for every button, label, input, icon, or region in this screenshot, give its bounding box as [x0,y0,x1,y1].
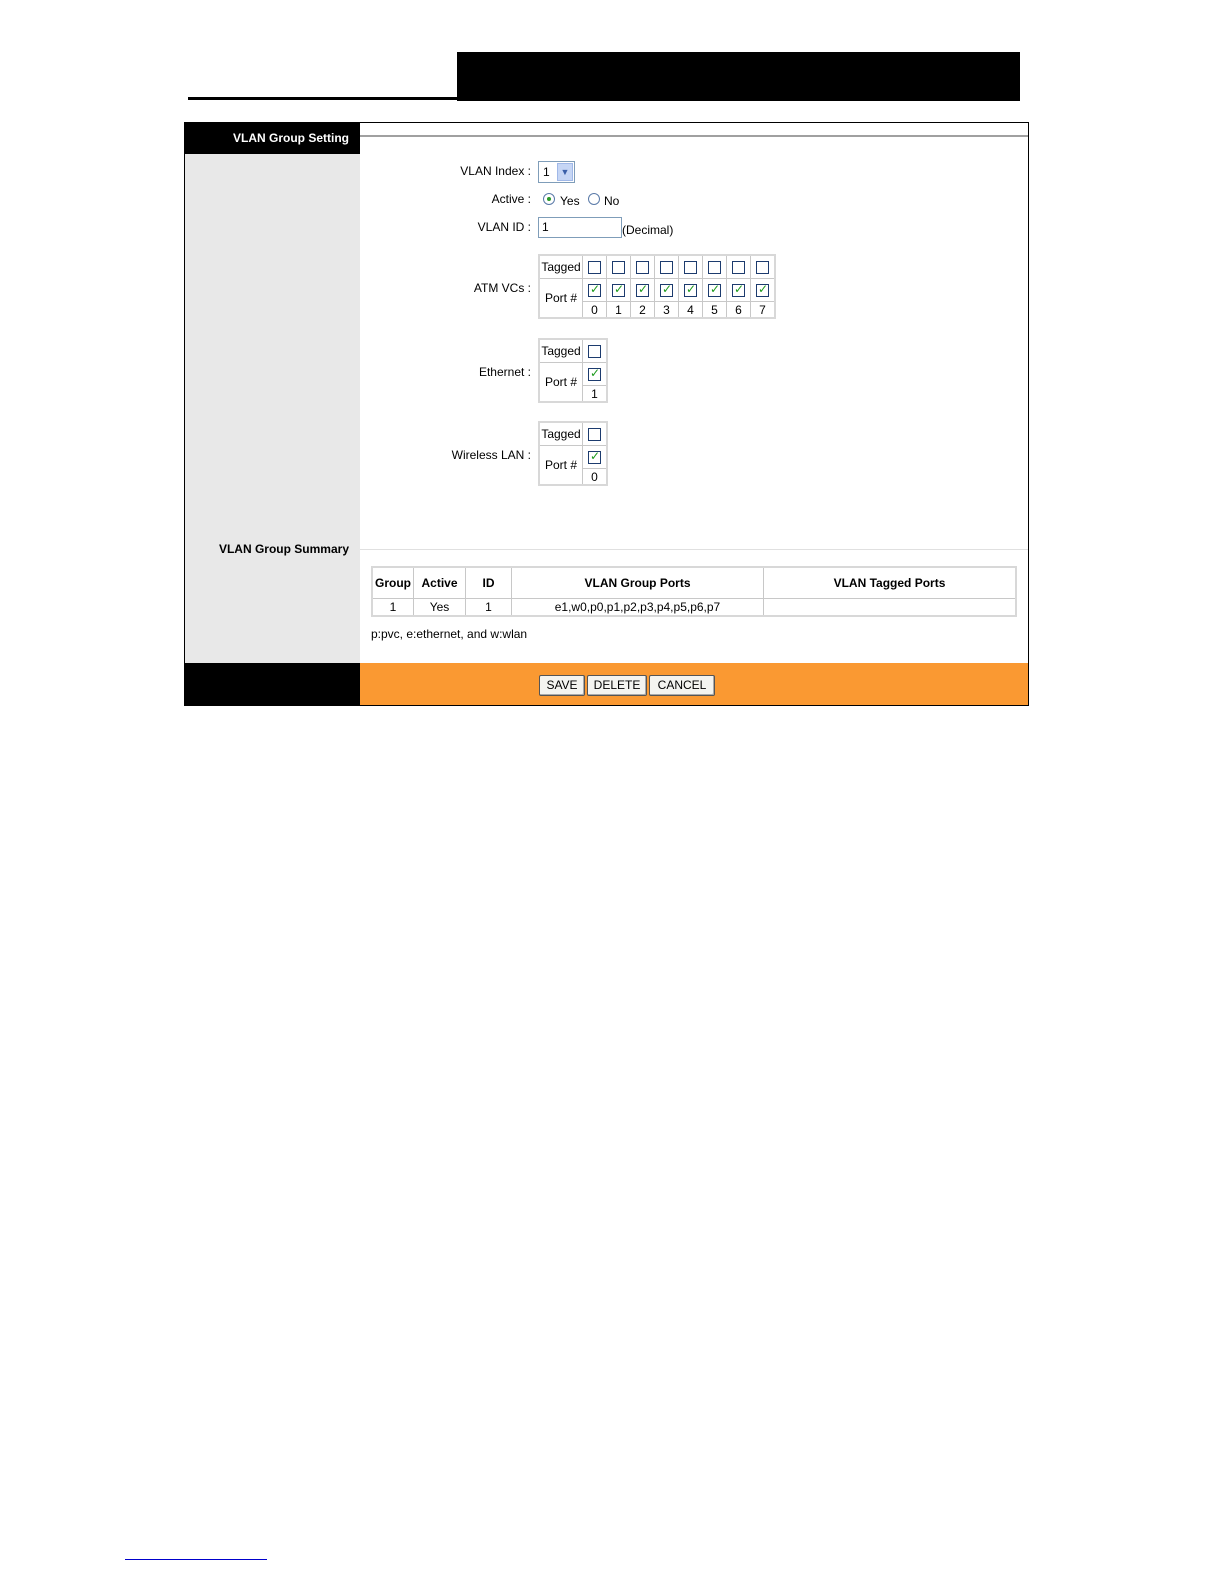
wlan-ports-table [538,421,608,486]
summary-divider [360,549,1029,550]
cell-group: 1 [372,599,414,617]
summary-title: VLAN Group Summary [218,542,349,556]
atm-port-checkbox-2[interactable] [636,284,649,297]
atm-tagged-checkbox-4[interactable] [684,261,697,274]
table-row [372,599,1016,617]
active-no-label: No [604,194,620,208]
col-header-active: Active [414,567,466,599]
active-yes-radio[interactable] [543,193,555,205]
atm-tagged-checkbox-6[interactable] [732,261,745,274]
atm-port-number: 4 [679,302,703,319]
atm-tagged-checkbox-7[interactable] [756,261,769,274]
cancel-button[interactable]: CANCEL [649,675,715,696]
col-header-id: ID [466,567,512,599]
vlan-id-label: VLAN ID : [477,220,531,234]
atm-port-label: Port # [539,279,583,319]
atm-tagged-label: Tagged [539,255,583,279]
atm-vcs-label: ATM VCs : [473,281,531,295]
atm-port-number: 7 [751,302,776,319]
cell-tagged-ports [764,599,1017,617]
vlan-group-panel [184,122,1029,706]
wlan-tagged-label: Tagged [539,422,583,446]
atm-port-number: 1 [607,302,631,319]
wlan-port-checkbox-0[interactable] [588,451,601,464]
atm-port-checkbox-1[interactable] [612,284,625,297]
ethernet-tagged-label: Tagged [539,339,583,363]
atm-port-number: 2 [631,302,655,319]
atm-tagged-checkbox-1[interactable] [612,261,625,274]
ethernet-label: Ethernet : [478,365,531,379]
cell-active: Yes [414,599,466,617]
ethernet-ports-table [538,338,608,403]
footer-left [185,663,360,706]
atm-port-number: 3 [655,302,679,319]
wlan-port-number: 0 [583,469,608,486]
vlan-summary-table [371,566,1017,617]
section-divider [360,135,1029,137]
atm-port-number: 6 [727,302,751,319]
delete-button[interactable]: DELETE [587,675,647,696]
table-header-row [372,567,1016,599]
atm-tagged-checkbox-3[interactable] [660,261,673,274]
atm-port-checkbox-0[interactable] [588,284,601,297]
active-no-radio[interactable] [588,193,600,205]
vlan-index-label: VLAN Index : [460,164,531,178]
atm-port-checkbox-3[interactable] [660,284,673,297]
wlan-tagged-checkbox-0[interactable] [588,428,601,441]
atm-port-checkbox-5[interactable] [708,284,721,297]
atm-tagged-checkbox-5[interactable] [708,261,721,274]
wireless-lan-label: Wireless LAN : [451,448,531,462]
header-rule [188,97,458,100]
sidebar-column [185,123,360,663]
wlan-port-label: Port # [539,446,583,486]
cell-group-ports: e1,w0,p0,p1,p2,p3,p4,p5,p6,p7 [512,599,764,617]
header-bar [457,52,1020,101]
save-button[interactable]: SAVE [539,675,585,696]
atm-port-number: 0 [583,302,607,319]
col-header-tagged-ports: VLAN Tagged Ports [764,567,1017,599]
port-legend: p:pvc, e:ethernet, and w:wlan [371,627,528,641]
ethernet-port-number: 1 [583,386,608,403]
chevron-down-icon[interactable]: ▼ [557,163,573,181]
active-yes-label: Yes [560,194,580,208]
atm-port-checkbox-4[interactable] [684,284,697,297]
vlan-index-value: 1 [543,165,550,179]
page-footer-link-rule [125,1559,267,1560]
col-header-group: Group [372,567,414,599]
vlan-id-input[interactable]: 1 [538,217,622,238]
section-title: VLAN Group Setting [185,123,360,154]
ethernet-port-label: Port # [539,363,583,403]
vlan-index-select[interactable] [538,161,575,183]
atm-tagged-checkbox-2[interactable] [636,261,649,274]
vlan-id-hint: (Decimal) [622,223,674,237]
atm-ports-table [538,254,776,319]
col-header-group-ports: VLAN Group Ports [512,567,764,599]
ethernet-port-checkbox-1[interactable] [588,368,601,381]
cell-id: 1 [466,599,512,617]
atm-port-checkbox-6[interactable] [732,284,745,297]
ethernet-tagged-checkbox-1[interactable] [588,345,601,358]
atm-port-checkbox-7[interactable] [756,284,769,297]
active-label: Active : [491,192,531,206]
atm-tagged-checkbox-0[interactable] [588,261,601,274]
atm-port-number: 5 [703,302,727,319]
